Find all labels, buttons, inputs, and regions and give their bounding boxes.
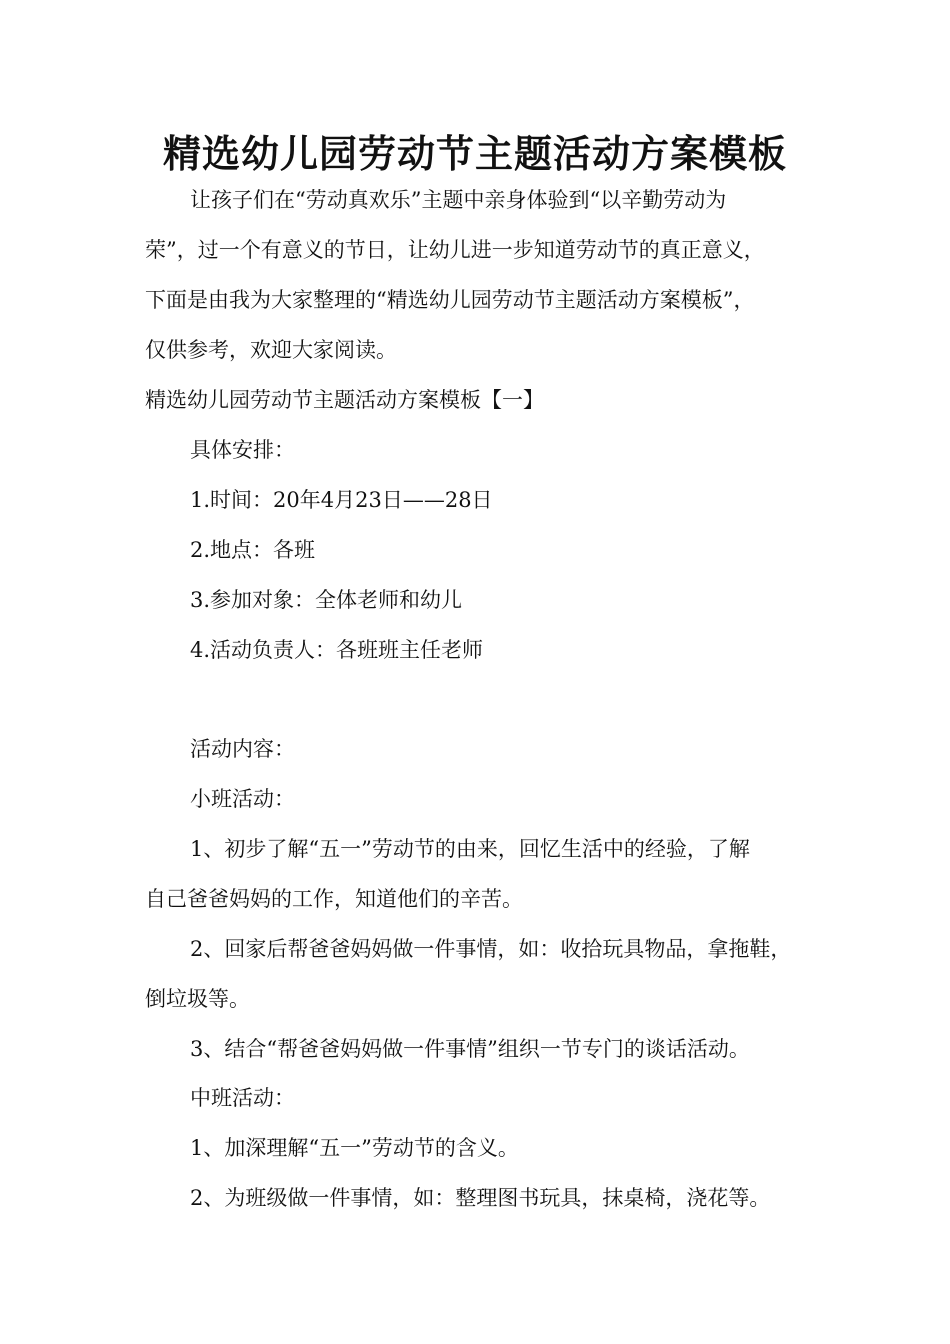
small-class-item-2-line-2: 倒垃圾等。 (145, 987, 250, 1011)
document-title: 精选幼儿园劳动节主题活动方案模板 (162, 132, 787, 176)
intro-line-4: 仅供参考，欢迎大家阅读。 (145, 338, 397, 362)
small-class-item-1-line-1: 1、初步了解“五一”劳动节的由来，回忆生活中的经验，了解 (190, 837, 750, 861)
small-class-item-2-line-1: 2、回家后帮爸爸妈妈做一件事情，如：收拾玩具物品，拿拖鞋， (190, 937, 792, 961)
middle-class-item-1: 1、加深理解“五一”劳动节的含义。 (190, 1136, 519, 1160)
arrangement-leader: 4.活动负责人：各班班主任老师 (190, 638, 484, 662)
arrangement-participants: 3.参加对象：全体老师和幼儿 (190, 588, 463, 612)
intro-line-1: 让孩子们在“劳动真欢乐”主题中亲身体验到“以辛勤劳动为 (190, 188, 727, 212)
small-class-item-1-line-2: 自己爸爸妈妈的工作，知道他们的辛苦。 (145, 887, 523, 911)
section-heading: 精选幼儿园劳动节主题活动方案模板【一】 (145, 388, 544, 412)
intro-line-2: 荣”，过一个有意义的节日，让幼儿进一步知道劳动节的真正意义， (145, 238, 765, 262)
middle-class-item-2: 2、为班级做一件事情，如：整理图书玩具，抹桌椅，浇花等。 (190, 1186, 771, 1210)
arrangement-heading: 具体安排： (190, 438, 295, 462)
intro-line-3: 下面是由我为大家整理的“精选幼儿园劳动节主题活动方案模板”， (145, 288, 755, 312)
content-heading: 活动内容： (190, 737, 295, 761)
arrangement-place: 2.地点：各班 (190, 538, 316, 562)
small-class-heading: 小班活动： (190, 787, 295, 811)
arrangement-time: 1.时间：20年4月23日——28日 (190, 488, 493, 512)
middle-class-heading: 中班活动： (190, 1086, 295, 1110)
small-class-item-3: 3、结合“帮爸爸妈妈做一件事情”组织一节专门的谈话活动。 (190, 1037, 750, 1061)
